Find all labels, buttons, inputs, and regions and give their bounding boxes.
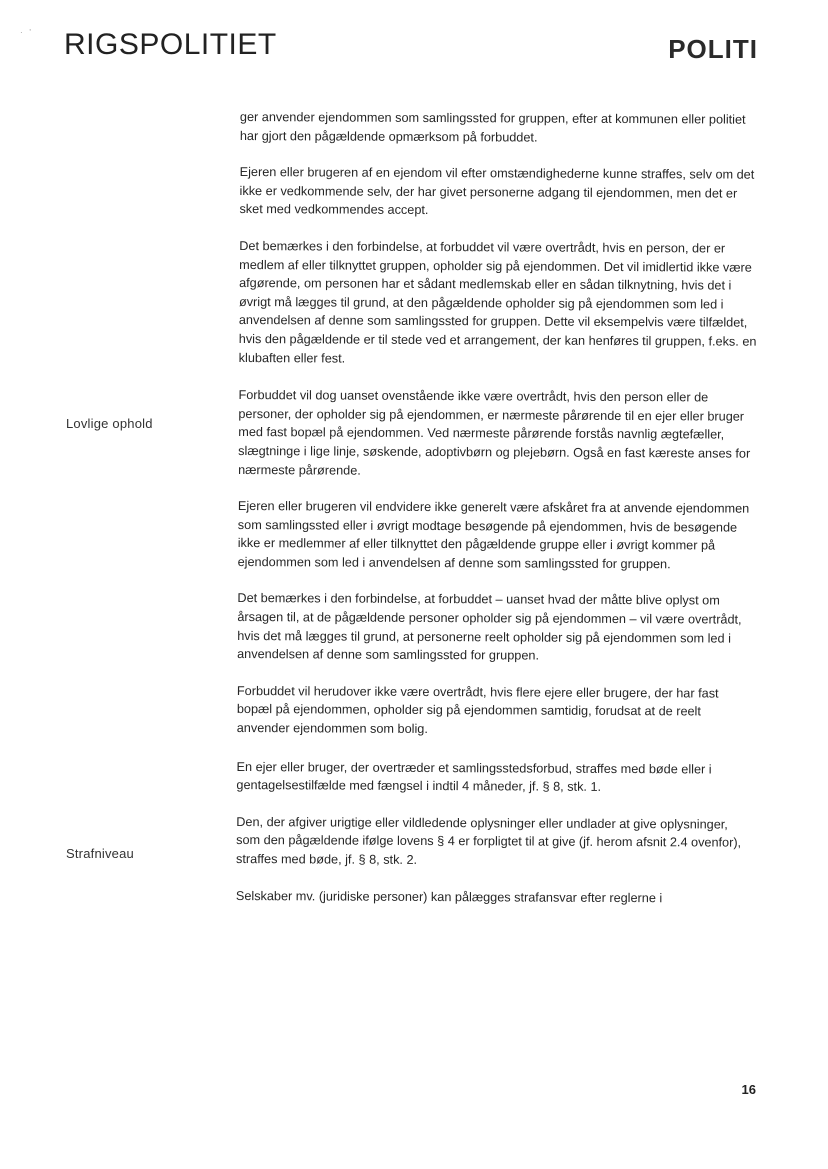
paragraph: Den, der afgiver urigtige eller vildledende oplysninger eller undlader at give oplysninger, som den pågældende ifølge lovens § 4 er forpligtet til at give (jf. herom afsnit 2.4 ovenfor), straffes med bøde, jf. § 8, stk. 2. <box>236 814 742 867</box>
paragraph: Forbuddet vil dog uanset ovenstående ikke være overtrådt, hvis den person eller de personer, der opholder sig på ejendommen, er nærmeste pårørende til en ejer eller bruger med fast bopæl på ejendommen. Ved nærmeste pårørende forstås navnlig ægtefæller, slægtninge i lige linje, søskende, adoptivbørn og plejebørn. Også en fast kæreste anses for nærmeste pårørende. <box>238 388 751 478</box>
body-text <box>236 108 758 908</box>
paragraph: Selskaber mv. (juridiske personer) kan pålægges strafansvar efter reglerne i <box>235 888 663 905</box>
header-title: RIGSPOLITIET <box>64 28 277 61</box>
sidebar-label-lovlige-ophold: Lovlige ophold <box>66 416 153 431</box>
paragraph: Ejeren eller brugeren vil endvidere ikke generelt være afskåret fra at anvende ejendommen som samlingssted eller i øvrigt modtage besøgende på ejendommen, hvis de besøgende ikke er medlemmer af eller tilknyttet den pågældende gruppe eller i øvrigt kommer på ejendommen som led i anvendelsen af denne som samlingssted for gruppen. <box>237 499 750 572</box>
page-number: 16 <box>741 1082 756 1097</box>
sidebar-label-strafniveau: Strafniveau <box>66 846 134 861</box>
paragraph: ger anvender ejendommen som samlingssted for gruppen, efter at kommunen eller politiet har gjort den pågældende opmærksom på forbuddet. <box>239 109 746 145</box>
paragraph: Forbuddet vil herudover ikke være overtrådt, hvis flere ejere eller brugere, der har fast bopæl på ejendommen, opholder sig på ejendommen samtidig, forudsat at de reelt anvender ejendommen som bolig. <box>236 683 719 737</box>
paragraph: Ejeren eller brugeren af en ejendom vil efter omstændighederne kunne straffes, selv om det ikke er vedkommende selv, der har givet personerne adgang til ejendommen, men det er sket med vedkommendes accept. <box>239 165 755 218</box>
politi-logo: POLITI <box>668 34 758 64</box>
scan-specks: · ' <box>20 28 31 37</box>
paragraph: En ejer eller bruger, der overtræder et samlingsstedsforbud, straffes med bøde eller i gentagelsestilfælde med fængsel i indtil 4 måneder, jf. § 8, stk. 1. <box>236 759 712 795</box>
paragraph: Det bemærkes i den forbindelse, at forbuddet vil være overtrådt, hvis en person, der er medlem af eller tilknyttet gruppen, opholder sig på ejendommen. Det vil imidlertid ikke være afgørende, om personen har et sådant medlemskab eller en sådan tilknytning, hvis det i øvrigt må lægges til grund, at den pågældende opholder sig på ejendommen som led i anvendelsen af denne som samlingssted for gruppen. Dette vil eksempelvis være tilfældet, hvis den pågældende er til stede ved et arrangement, der kan henføres til gruppen, f.eks. en klubaften eller fest. <box>238 238 757 366</box>
paragraph: Det bemærkes i den forbindelse, at forbuddet – uanset hvad der måtte blive oplyst om årsagen til, at de pågældende personer opholder sig på ejendommen – vil være overtrådt, hvis det må lægges til grund, at personerne reelt opholder sig på ejendommen som led i anvendelsen af denne som samlingssted for gruppen. <box>237 591 742 663</box>
